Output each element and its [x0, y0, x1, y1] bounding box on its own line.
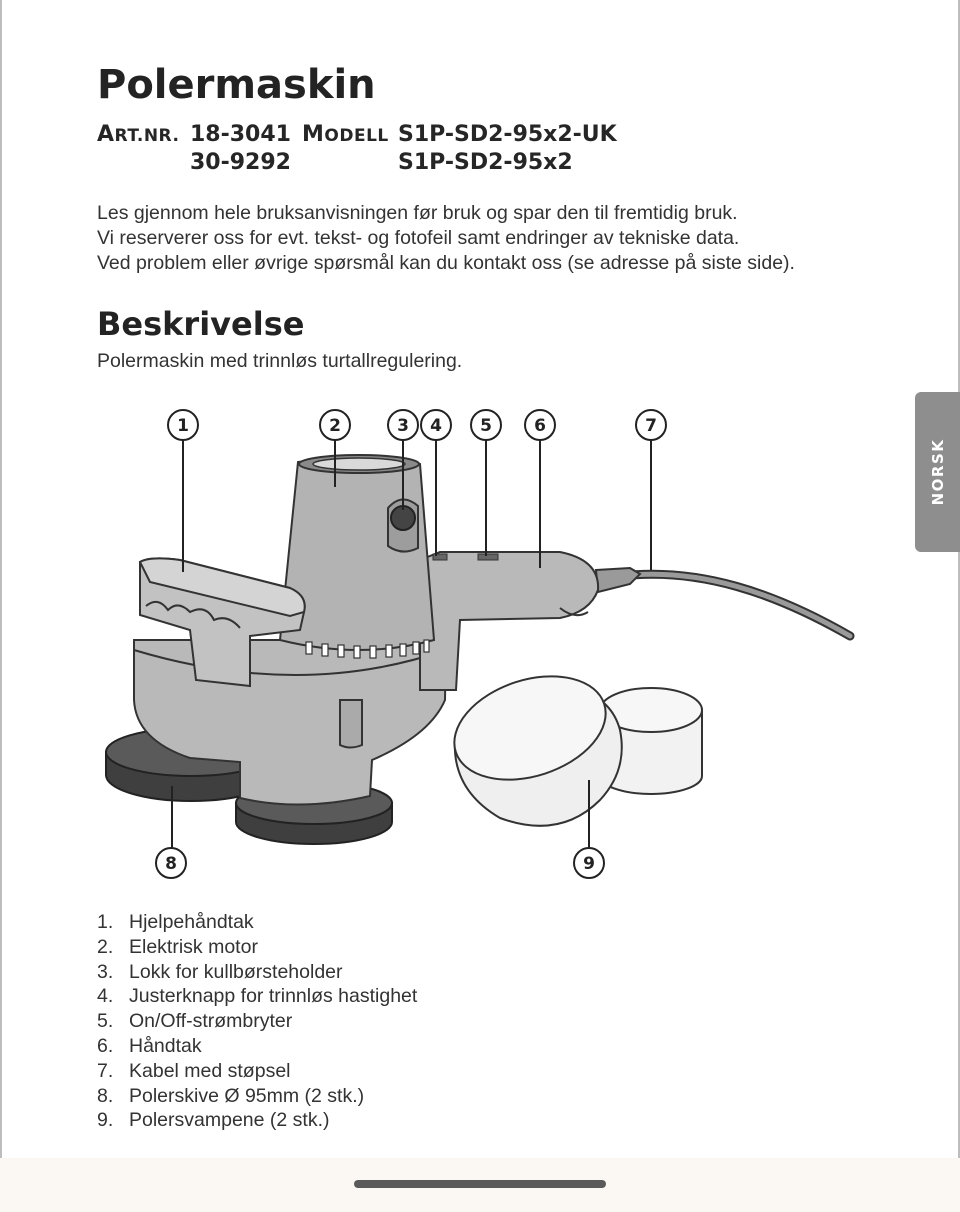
list-item: 3. Lokk for kullbørsteholder [97, 960, 343, 983]
language-tab-label: NORSK [928, 438, 947, 506]
parts-list [97, 910, 417, 1133]
model-label: MODELL [302, 122, 389, 147]
sponge-front [441, 658, 622, 826]
callout-6-label: 6 [534, 416, 546, 436]
callout-7-label: 7 [645, 416, 657, 436]
callout-8-label: 8 [165, 854, 177, 874]
list-item: 8. Polerskive Ø 95mm (2 stk.) [97, 1084, 365, 1107]
art-nr-label: ART.NR. [97, 122, 180, 147]
page-title: Polermaskin [97, 62, 376, 108]
home-indicator[interactable] [354, 1180, 606, 1188]
callout-1-label: 1 [177, 416, 189, 436]
art-nr-2: 30-9292 [190, 150, 291, 175]
motor-housing [280, 459, 434, 650]
callout-3-label: 3 [397, 416, 409, 436]
intro-line: Les gjennom hele bruksanvisningen før bruk og spar den til fremtidig bruk. [97, 202, 738, 224]
callout-4-label: 4 [430, 416, 442, 436]
intro-line: Vi reserverer oss for evt. tekst- og fotofeil samt endringer av tekniske data. [97, 227, 740, 249]
list-item: 6. Håndtak [97, 1034, 202, 1057]
section-title: Beskrivelse [97, 305, 305, 343]
list-item: 7. Kabel med støpsel [97, 1059, 291, 1082]
section-text: Polermaskin med trinnløs turtallregulering. [97, 350, 463, 372]
model-1: S1P-SD2-95x2-UK [398, 122, 617, 147]
list-item: 9. Polersvampene (2 stk.) [97, 1109, 330, 1132]
callout-9-label: 9 [583, 854, 595, 874]
list-item: 4. Justerknapp for trinnløs hastighet [97, 985, 418, 1008]
model-2: S1P-SD2-95x2 [398, 150, 573, 175]
callout-5-label: 5 [480, 416, 492, 436]
callout-2-label: 2 [329, 416, 341, 436]
cable [632, 574, 850, 636]
strain-relief [596, 568, 640, 592]
intro-line: Ved problem eller øvrige spørsmål kan du kontakt oss (se adresse på siste side). [97, 252, 795, 274]
list-item: 1. Hjelpehåndtak [97, 911, 254, 933]
list-item: 2. Elektrisk motor [97, 935, 258, 958]
art-nr-1: 18-3041 [190, 122, 291, 147]
handle-body [420, 552, 598, 690]
list-item: 5. On/Off-strømbryter [97, 1010, 293, 1033]
